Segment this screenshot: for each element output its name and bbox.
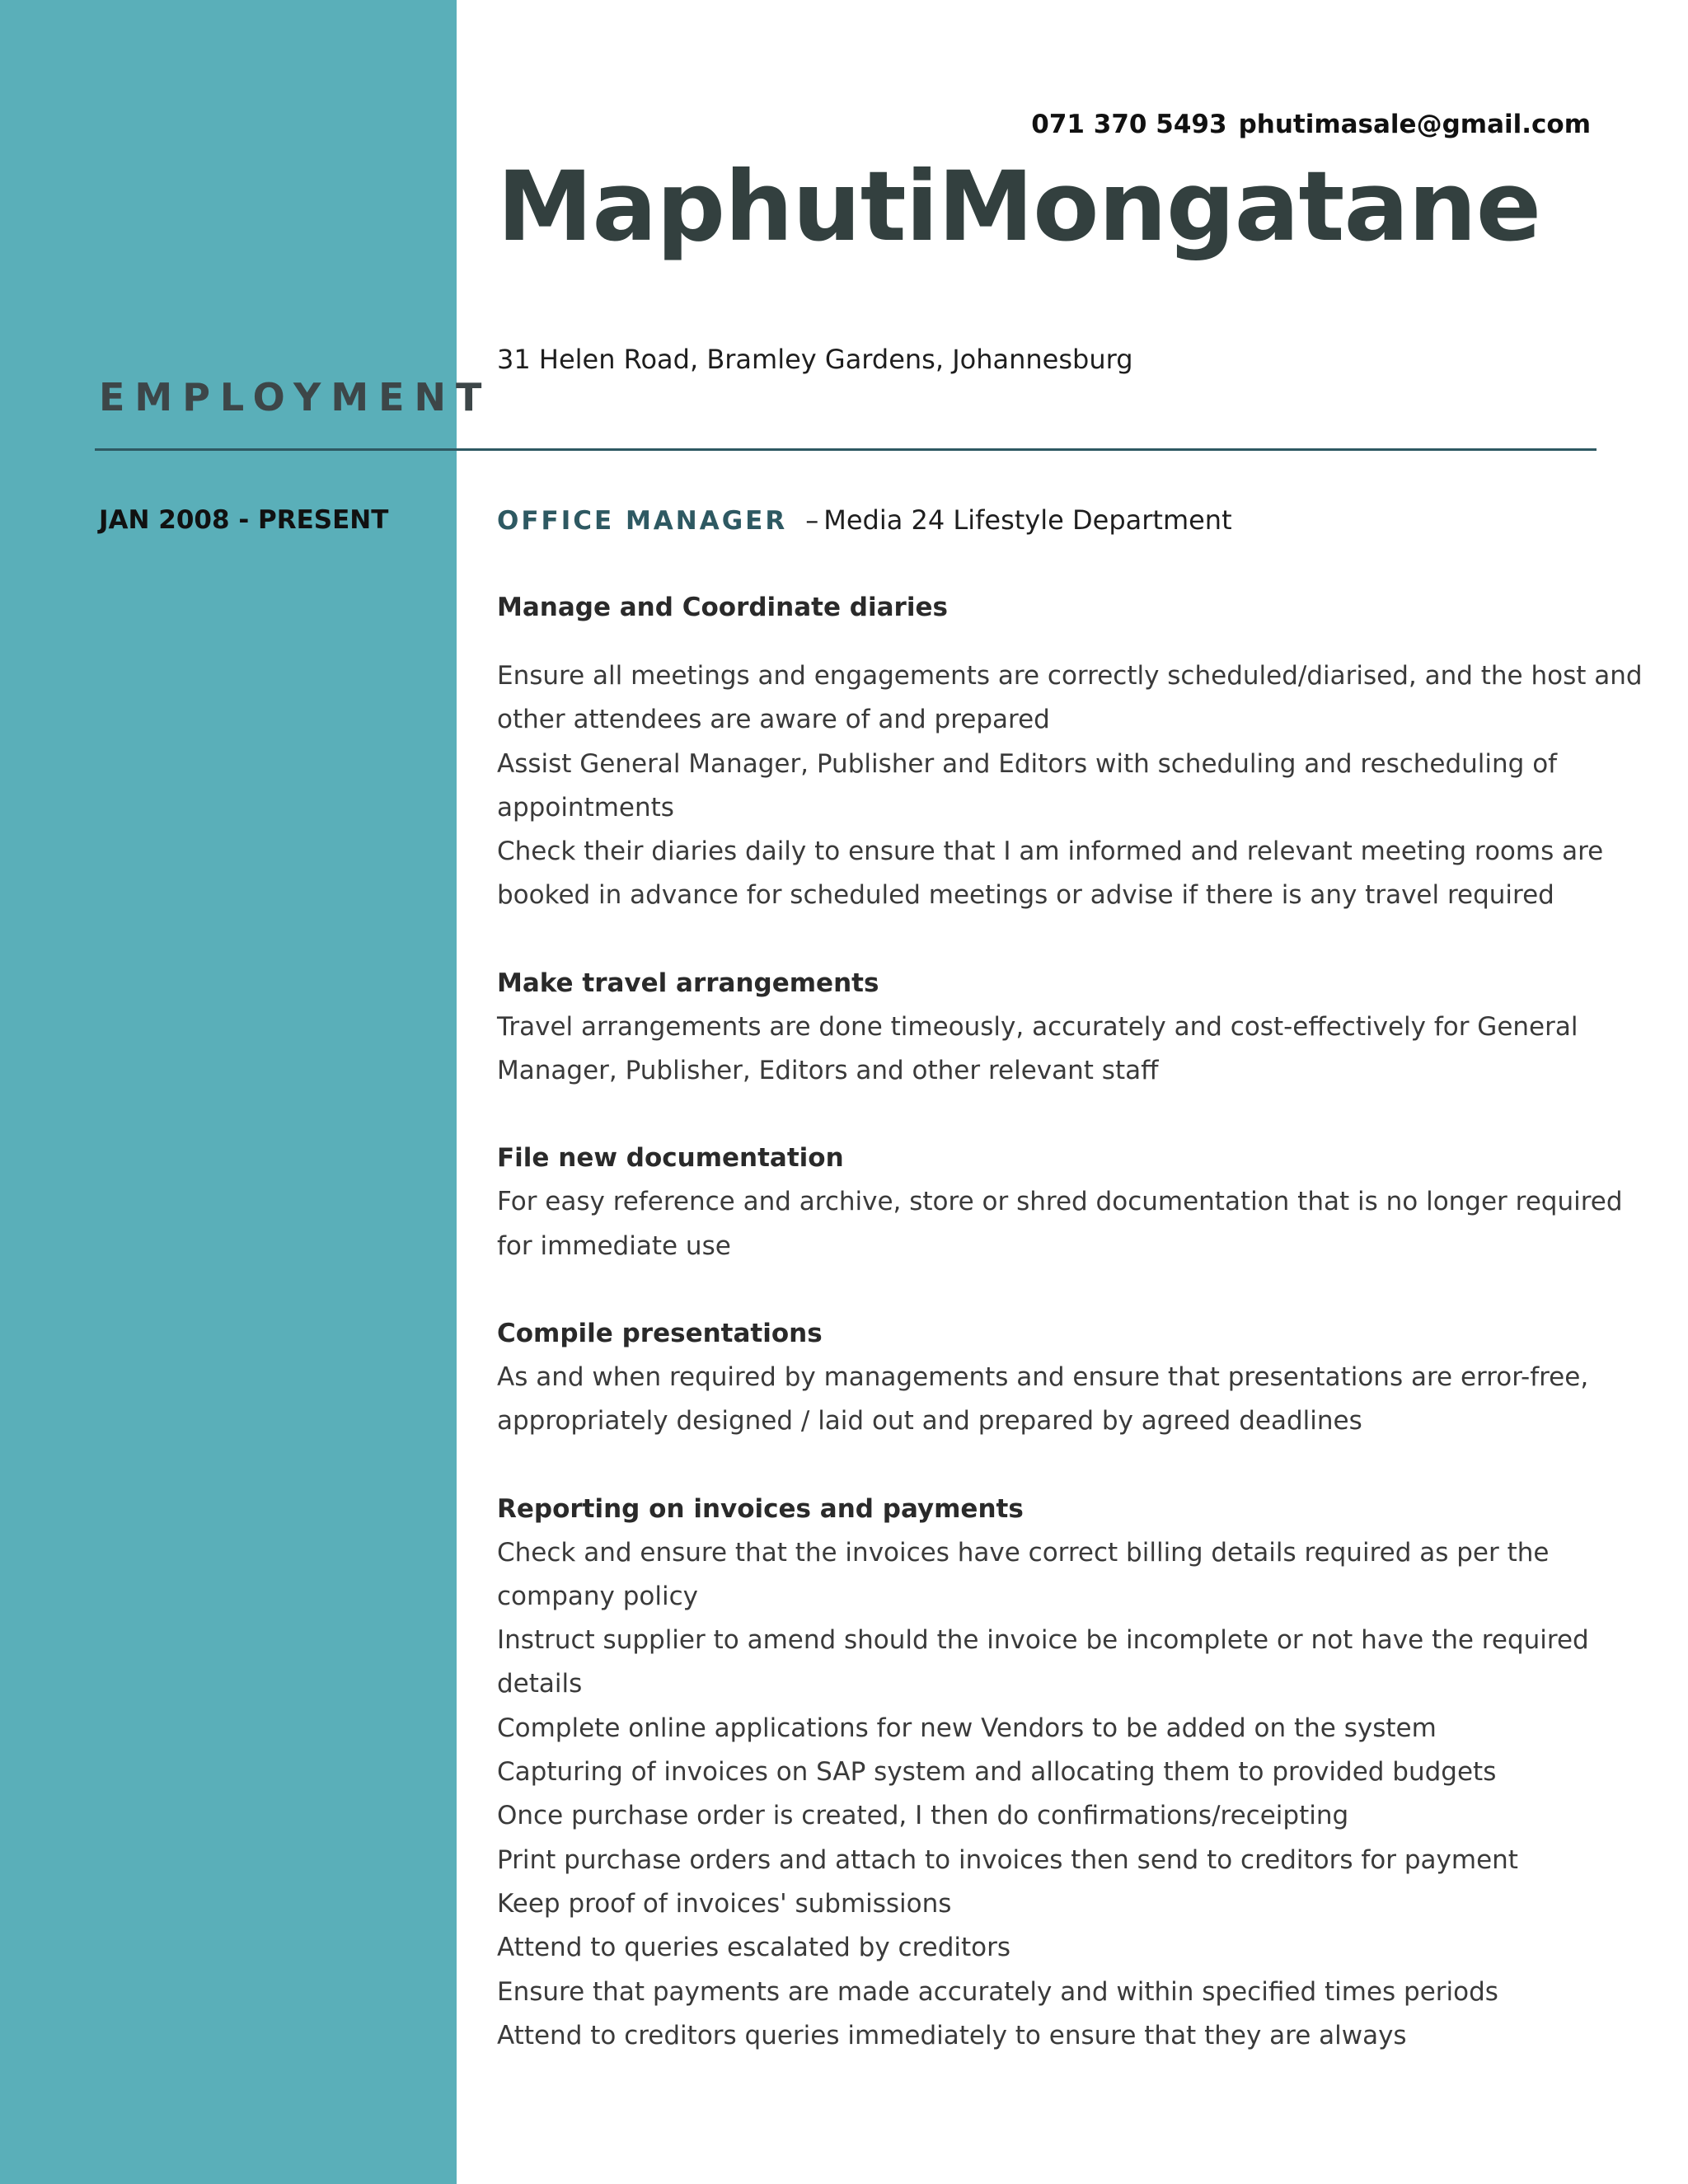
duty-line: Ensure all meetings and engagements are correctly scheduled/diarised, and the host and (497, 661, 1643, 691)
job-heading (497, 504, 1232, 536)
section-title-employment: EMPLOYMENT (99, 375, 492, 419)
sidebar-band (0, 0, 457, 2184)
duty-line: As and when required by managements and ensure that presentations are error-free, (497, 1361, 1589, 1392)
job-separator: – (805, 504, 819, 536)
email-address: phutimasale@gmail.com (1238, 110, 1591, 139)
contact-line (1031, 110, 1591, 139)
phone-number: 071 370 5493 (1031, 110, 1227, 139)
candidate-name: MaphutiMongatane (497, 150, 1541, 263)
job-company: Media 24 Lifestyle Department (823, 504, 1232, 536)
job-title: OFFICE MANAGER (497, 506, 788, 536)
duty-line: For easy reference and archive, store or shred documentation that is no longer required (497, 1187, 1623, 1217)
duty-line: Ensure that payments are made accurately and within specified times periods (497, 1976, 1498, 2007)
duty-line: Capturing of invoices on SAP system and allocating them to provided budgets (497, 1757, 1497, 1788)
section-divider (95, 448, 1597, 451)
duty-line: other attendees are aware of and prepared (497, 705, 1050, 735)
duty-heading: Compile presentations (497, 1318, 823, 1348)
address: 31 Helen Road, Bramley Gardens, Johannesburg (497, 344, 1133, 375)
duty-line: Assist General Manager, Publisher and Editors with scheduling and rescheduling of (497, 748, 1558, 779)
duties-list (497, 585, 1643, 2058)
duty-heading: File new documentation (497, 1143, 844, 1174)
duty-heading: Manage and Coordinate diaries (497, 593, 948, 622)
duty-line: Once purchase order is created, I then do confirmations/receipting (497, 1801, 1349, 1831)
duty-line: details (497, 1669, 583, 1699)
duty-line: Travel arrangements are done timeously, accurately and cost-effectively for General (497, 1011, 1578, 1042)
duty-line: appointments (497, 792, 674, 823)
duty-line: Instruct supplier to amend should the invoice be incomplete or not have the required (497, 1625, 1589, 1656)
duty-line: Complete online applications for new Vendors to be added on the system (497, 1713, 1437, 1743)
duty-heading: Make travel arrangements (497, 968, 879, 998)
duty-line: Keep proof of invoices' submissions (497, 1888, 952, 1919)
duty-heading: Reporting on invoices and payments (497, 1493, 1024, 1524)
duty-line: Manager, Publisher, Editors and other relevant staff (497, 1056, 1159, 1086)
duty-line: Check and ensure that the invoices have correct billing details required as per the (497, 1537, 1550, 1568)
duty-line: company policy (497, 1581, 698, 1611)
duty-line: for immediate use (497, 1230, 731, 1261)
duty-line: Attend to queries escalated by creditors (497, 1933, 1011, 1963)
duty-line: appropriately designed / laid out and prepared by agreed deadlines (497, 1406, 1362, 1436)
duty-line: Check their diaries daily to ensure that I am informed and relevant meeting rooms are (497, 837, 1604, 867)
duty-line: booked in advance for scheduled meetings or advise if there is any travel required (497, 880, 1554, 911)
duty-line: Attend to creditors queries immediately to ensure that they are always (497, 2020, 1407, 2050)
duty-line: Print purchase orders and attach to invoices then send to creditors for payment (497, 1844, 1518, 1875)
employment-dates: JAN 2008 - PRESENT (99, 505, 389, 535)
